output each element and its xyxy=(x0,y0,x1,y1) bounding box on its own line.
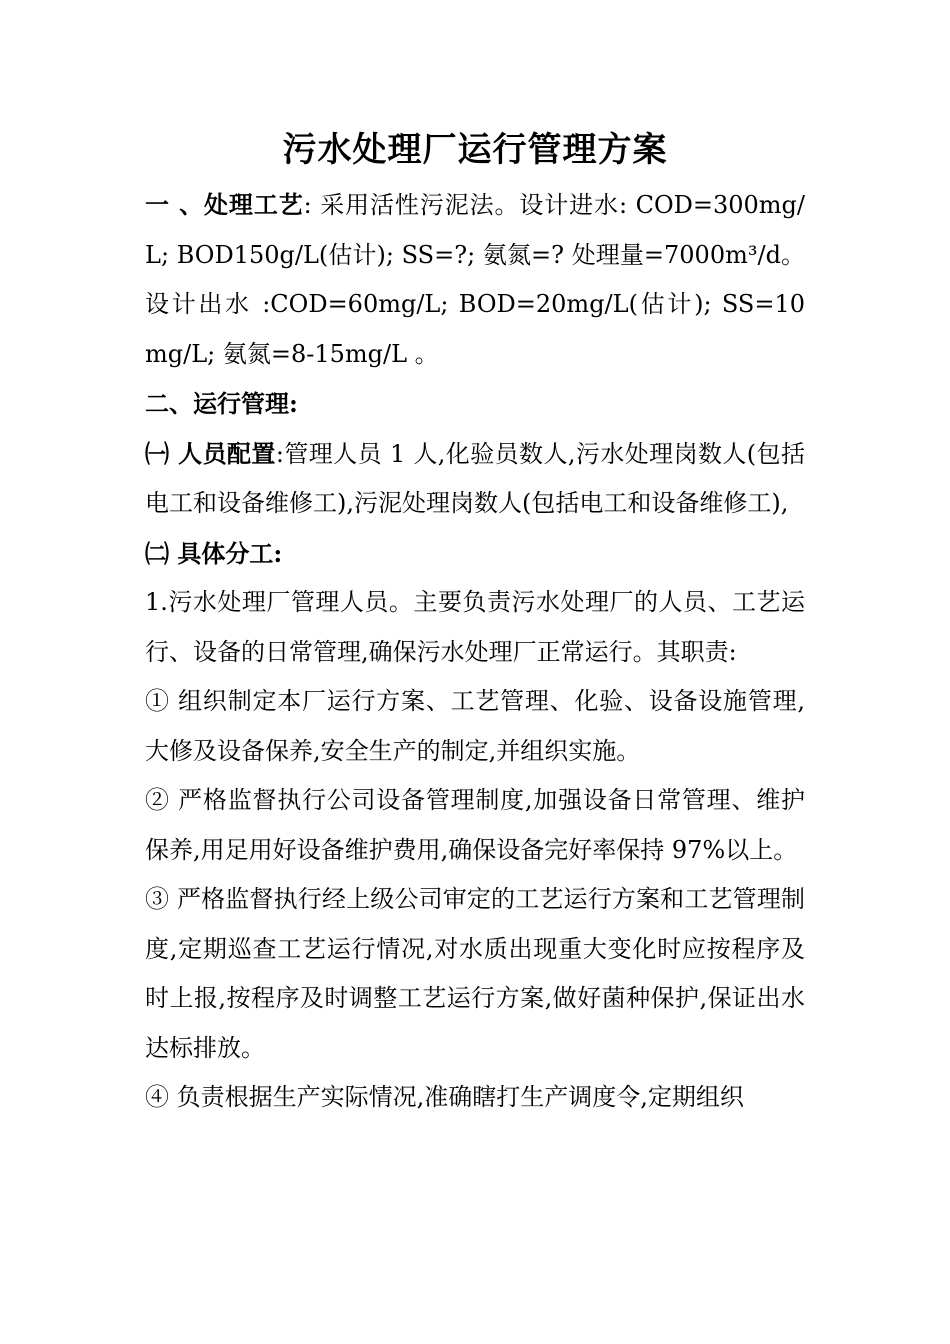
section-process-heading: 一 、处理工艺 xyxy=(145,190,304,219)
section-process-text: : 采用活性污泥法。设计进水: COD=300mg/L; BOD150g/L(估计); SS=?; 氨氮=? 处理量=7000m³/d。 设计出水 :COD=60mg/L; BOD=20mg/L(估计); SS=10 mg/L; 氨氮=8-15mg/L 。 xyxy=(145,191,805,368)
section-operation-heading: 二、运行管理: xyxy=(145,389,298,418)
document-title: 污水处理厂运行管理方案 xyxy=(282,130,668,170)
duty-3: ③ 严格监督执行经上级公司审定的工艺运行方案和工艺管理制度,定期巡查工艺运行情况,对水质出现重大变化时应按程序及时上报,按程序及时调整工艺运行方案,做好菌种保护,保证出水达标排放。 xyxy=(145,885,805,1062)
item-manager: 1.污水处理厂管理人员。主要负责污水处理厂的人员、工艺运行、设备的日常管理,确保污水处理厂正常运行。其职责: xyxy=(145,588,805,666)
subsection-division-heading: ㈡ 具体分工: xyxy=(145,538,283,568)
subsection-staffing-heading: ㈠ 人员配置 xyxy=(145,438,276,468)
duty-4: ④ 负责根据生产实际情况,准确瞎打生产调度令,定期组织 xyxy=(145,1083,744,1111)
duty-1: ① 组织制定本厂运行方案、工艺管理、化验、设备设施管理,大修及设备保养,安全生产的制定,并组织实施。 xyxy=(145,687,805,765)
duty-2: ② 严格监督执行公司设备管理制度,加强设备日常管理、维护保养,用足用好设备维护费用,确保设备完好率保持 97%以上。 xyxy=(145,786,805,864)
section-process xyxy=(145,180,805,379)
document-page xyxy=(145,120,805,1123)
subsection-staffing xyxy=(145,429,805,529)
subsection-staffing-text: :管理人员 1 人,化验员数人,污水处理岗数人(包括电工和设备维修工),污泥处理岗数人(包括电工和设备维修工), xyxy=(145,439,806,517)
